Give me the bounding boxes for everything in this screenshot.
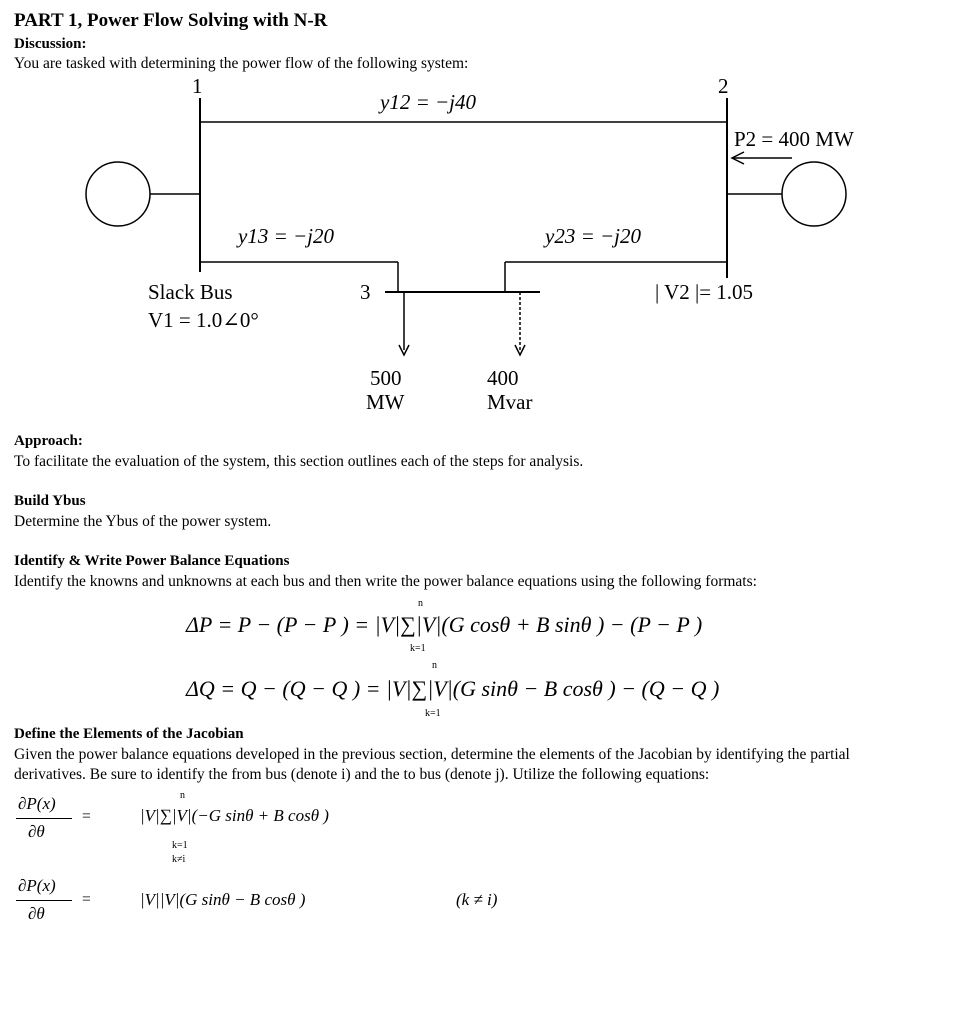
- eq-p-sum-bottom: k=1: [410, 643, 426, 654]
- load-q-unit: Mvar: [487, 390, 533, 414]
- generator-1-icon: [86, 162, 150, 226]
- jacobian-heading: Define the Elements of the Jacobian: [14, 726, 244, 742]
- power-system-diagram: [0, 0, 972, 430]
- deriv-1-sum-top: n: [180, 790, 185, 801]
- generator-2-icon: [782, 162, 846, 226]
- v2-label: | V2 |= 1.05: [655, 280, 754, 304]
- deriv-1-denominator: ∂θ: [28, 822, 45, 841]
- slack-bus-label: Slack Bus: [148, 280, 233, 304]
- deriv-1-numerator: ∂P(x): [18, 794, 56, 813]
- balance-heading: Identify & Write Power Balance Equations: [14, 553, 290, 569]
- deriv-2-rhs: |V||V|(G sinθ − B cosθ ): [140, 890, 306, 909]
- bus-1-label: 1: [192, 74, 203, 98]
- jacobian-text-1: Given the power balance equations developed in the previous section, determine the elements of the Jacobian by identifying the partial: [14, 746, 850, 763]
- y23-label: y23 = −j20: [545, 224, 641, 248]
- load-p-value: 500: [370, 366, 402, 390]
- eq-delta-p: ΔP = P − (P − P ) = |V|∑|V|(G cosθ + B sinθ ) − (P − P ): [186, 612, 703, 637]
- slack-voltage-label: V1 = 1.0∠0°: [148, 308, 259, 332]
- approach-heading: Approach:: [14, 433, 83, 449]
- page-title: PART 1, Power Flow Solving with N-R: [14, 10, 328, 31]
- deriv-2-numerator: ∂P(x): [18, 876, 56, 895]
- ybus-heading: Build Ybus: [14, 493, 86, 509]
- deriv-2-fraction-bar: [16, 900, 72, 901]
- approach-text: To facilitate the evaluation of the system, this section outlines each of the steps for analysis.: [14, 453, 584, 470]
- y12-label: y12 = −j40: [380, 90, 476, 114]
- deriv-1-limit-2: k≠i: [172, 854, 186, 865]
- ybus-text: Determine the Ybus of the power system.: [14, 513, 272, 530]
- deriv-2-equals: =: [82, 891, 91, 908]
- deriv-1-rhs: |V|∑|V|(−G sinθ + B cosθ ): [140, 806, 329, 825]
- deriv-1-limit-1: k=1: [172, 840, 188, 851]
- balance-text: Identify the knowns and unknowns at each bus and then write the power balance equations using the following formats:: [14, 573, 757, 590]
- deriv-1-equals: =: [82, 808, 91, 825]
- deriv-2-condition: (k ≠ i): [456, 890, 498, 909]
- deriv-1-fraction-bar: [16, 818, 72, 819]
- jacobian-text-2: derivatives. Be sure to identify the from bus (denote i) and the to bus (denote j). Utilize the following equations:: [14, 766, 710, 783]
- p2-label: P2 = 400 MW: [734, 127, 854, 151]
- eq-q-sum-bottom: k=1: [425, 708, 441, 719]
- discussion-text: You are tasked with determining the power flow of the following system:: [14, 55, 469, 72]
- load-q-value: 400: [487, 366, 519, 390]
- discussion-heading: Discussion:: [14, 36, 87, 52]
- deriv-2-denominator: ∂θ: [28, 904, 45, 923]
- eq-p-sum-top: n: [418, 598, 423, 609]
- bus-3-label: 3: [360, 280, 371, 304]
- eq-q-sum-top: n: [432, 660, 437, 671]
- bus-2-label: 2: [718, 74, 729, 98]
- eq-delta-q: ΔQ = Q − (Q − Q ) = |V|∑|V|(G sinθ − B cosθ ) − (Q − Q ): [186, 676, 720, 701]
- y13-label: y13 = −j20: [238, 224, 334, 248]
- load-p-unit: MW: [366, 390, 405, 414]
